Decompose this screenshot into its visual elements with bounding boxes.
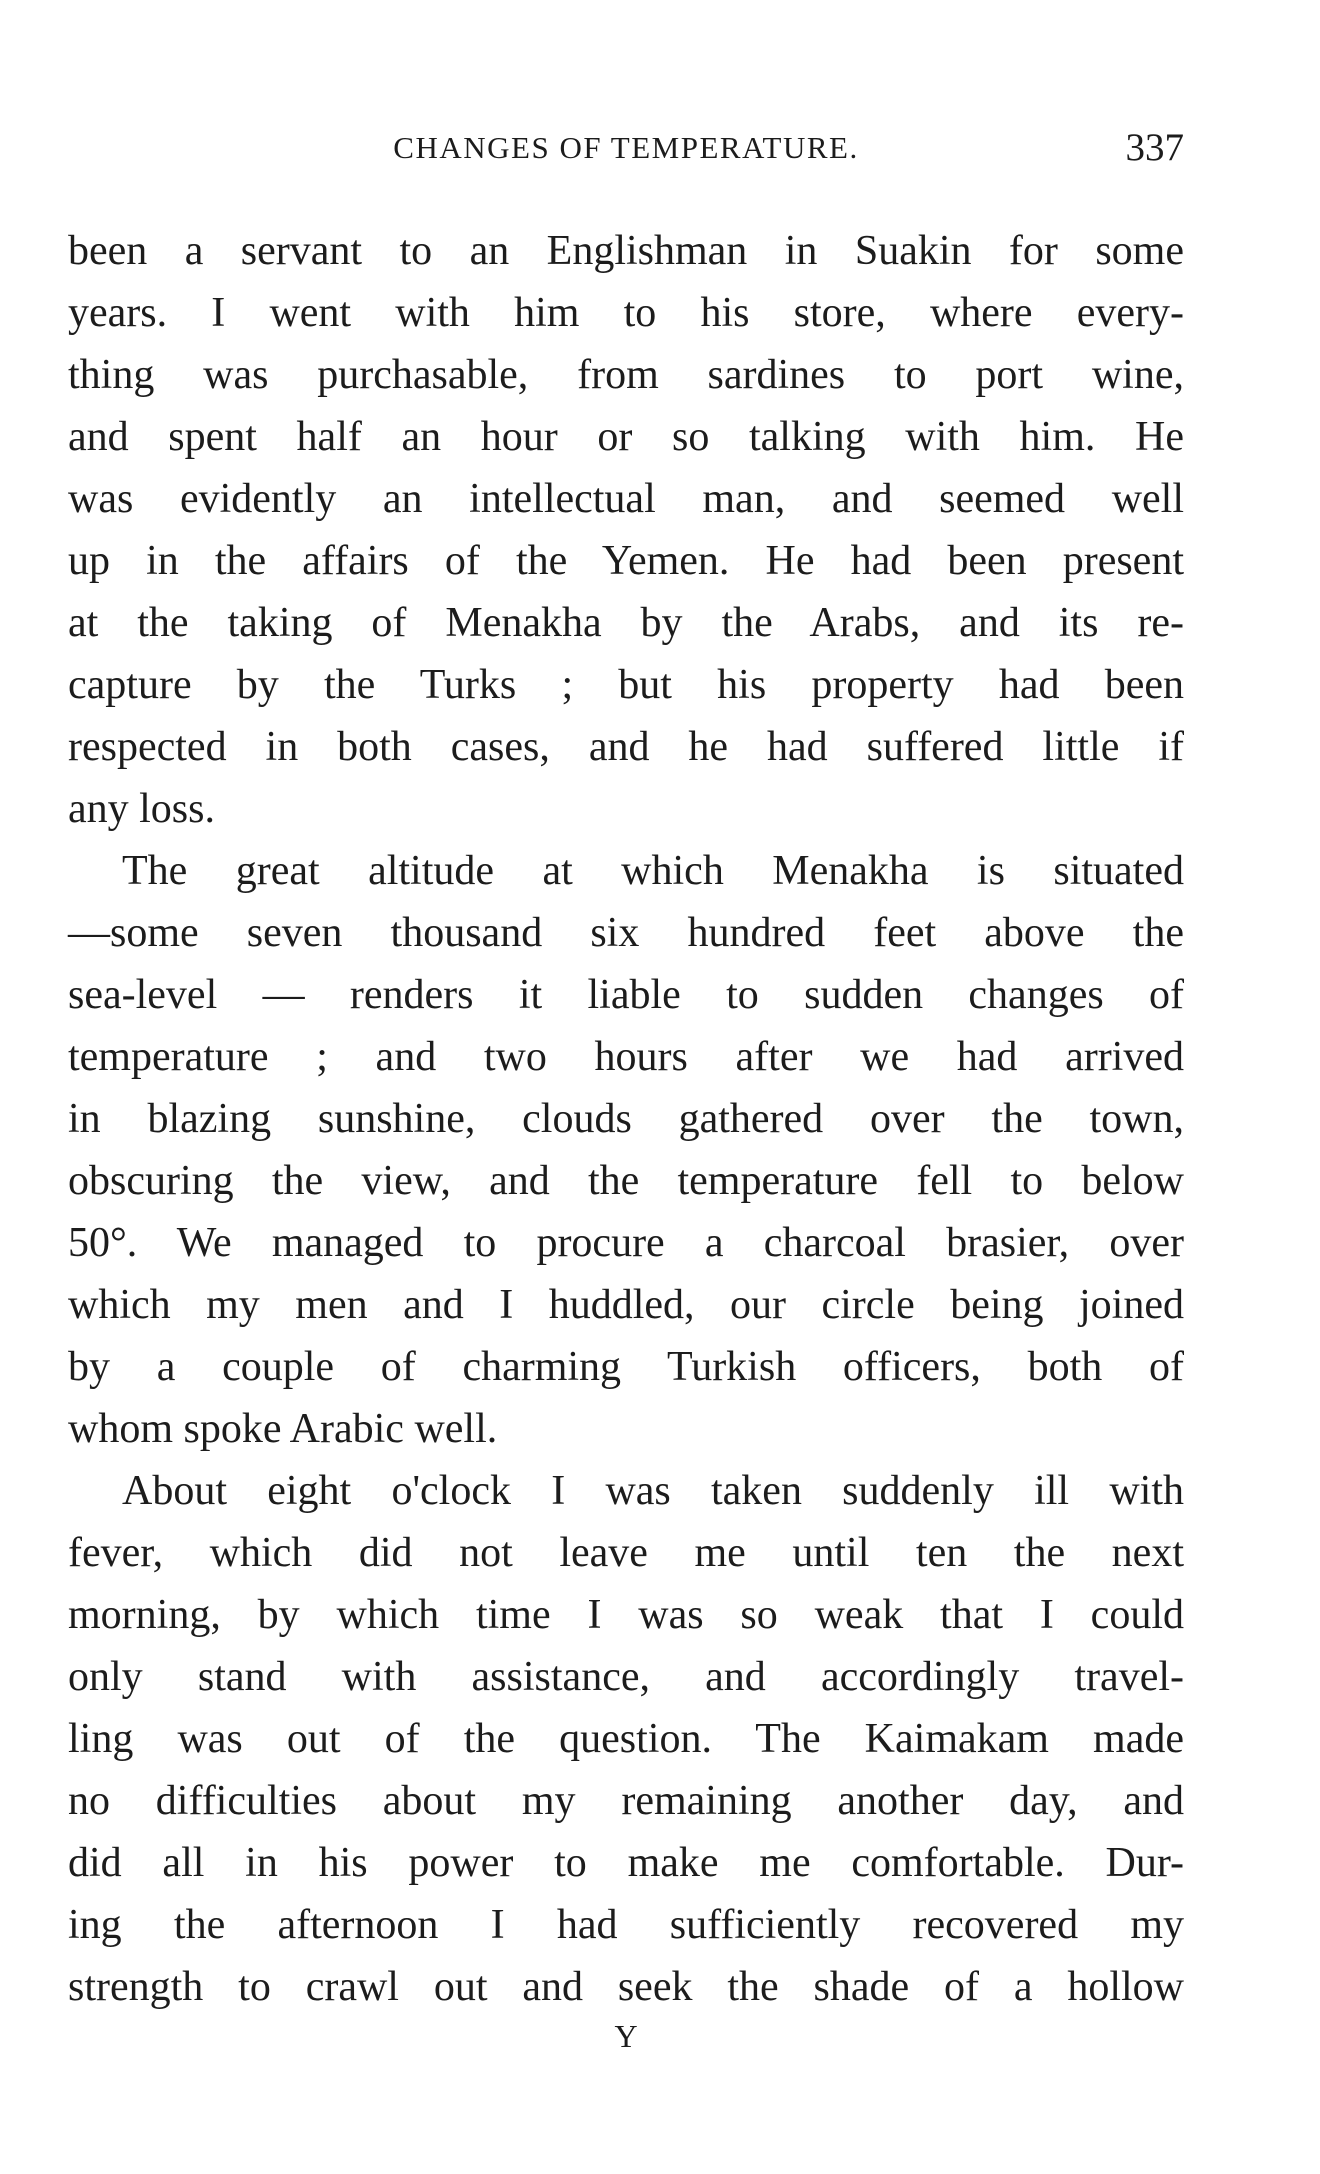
paragraph-end-line: any loss. (68, 786, 215, 832)
paragraph-start-line: About eight o'clock I was taken suddenly ill with (122, 1468, 1184, 1514)
running-head (68, 126, 1184, 170)
text-line: strength to crawl out and seek the shade of a hollow (68, 1964, 1184, 2010)
paragraph-end-line: whom spoke Arabic well. (68, 1406, 498, 1452)
body-text (68, 220, 1184, 2018)
text-line: fever, which did not leave me until ten the next (68, 1530, 1184, 1576)
running-title: CHANGES OF TEMPERATURE. (393, 130, 859, 165)
text-line: thing was purchasable, from sardines to port wine, (68, 352, 1184, 398)
text-line: only stand with assistance, and accordingly travel- (68, 1654, 1184, 1700)
text-line: sea-level — renders it liable to sudden changes of (68, 972, 1184, 1018)
text-line: —some seven thousand six hundred feet above the (68, 910, 1184, 956)
text-line: ing the afternoon I had sufficiently recovered my (68, 1902, 1184, 1948)
text-line: by a couple of charming Turkish officers, both of (68, 1344, 1184, 1390)
text-line: which my men and I huddled, our circle being joined (68, 1282, 1184, 1328)
signature-mark: Y (614, 2018, 638, 2054)
text-line: respected in both cases, and he had suffered little if (68, 724, 1184, 770)
text-line: obscuring the view, and the temperature fell to below (68, 1158, 1184, 1204)
text-line: up in the affairs of the Yemen. He had been present (68, 538, 1184, 584)
text-line: temperature ; and two hours after we had arrived (68, 1034, 1184, 1080)
text-line: at the taking of Menakha by the Arabs, and its re- (68, 600, 1184, 646)
text-line: no difficulties about my remaining another day, and (68, 1778, 1184, 1824)
paragraph-start-line: The great altitude at which Menakha is situated (122, 848, 1184, 894)
text-line: 50°. We managed to procure a charcoal brasier, over (68, 1220, 1184, 1266)
text-line: in blazing sunshine, clouds gathered over the town, (68, 1096, 1184, 1142)
page-number: 337 (1125, 126, 1184, 169)
text-line: capture by the Turks ; but his property had been (68, 662, 1184, 708)
text-line: morning, by which time I was so weak that I could (68, 1592, 1184, 1638)
text-line: was evidently an intellectual man, and seemed well (68, 476, 1184, 522)
text-line: been a servant to an Englishman in Suakin for some (68, 228, 1184, 274)
text-line: years. I went with him to his store, where every- (68, 290, 1184, 336)
text-line: and spent half an hour or so talking with him. He (68, 414, 1184, 460)
text-line: did all in his power to make me comfortable. Dur- (68, 1840, 1184, 1886)
text-line: ling was out of the question. The Kaimakam made (68, 1716, 1184, 1762)
